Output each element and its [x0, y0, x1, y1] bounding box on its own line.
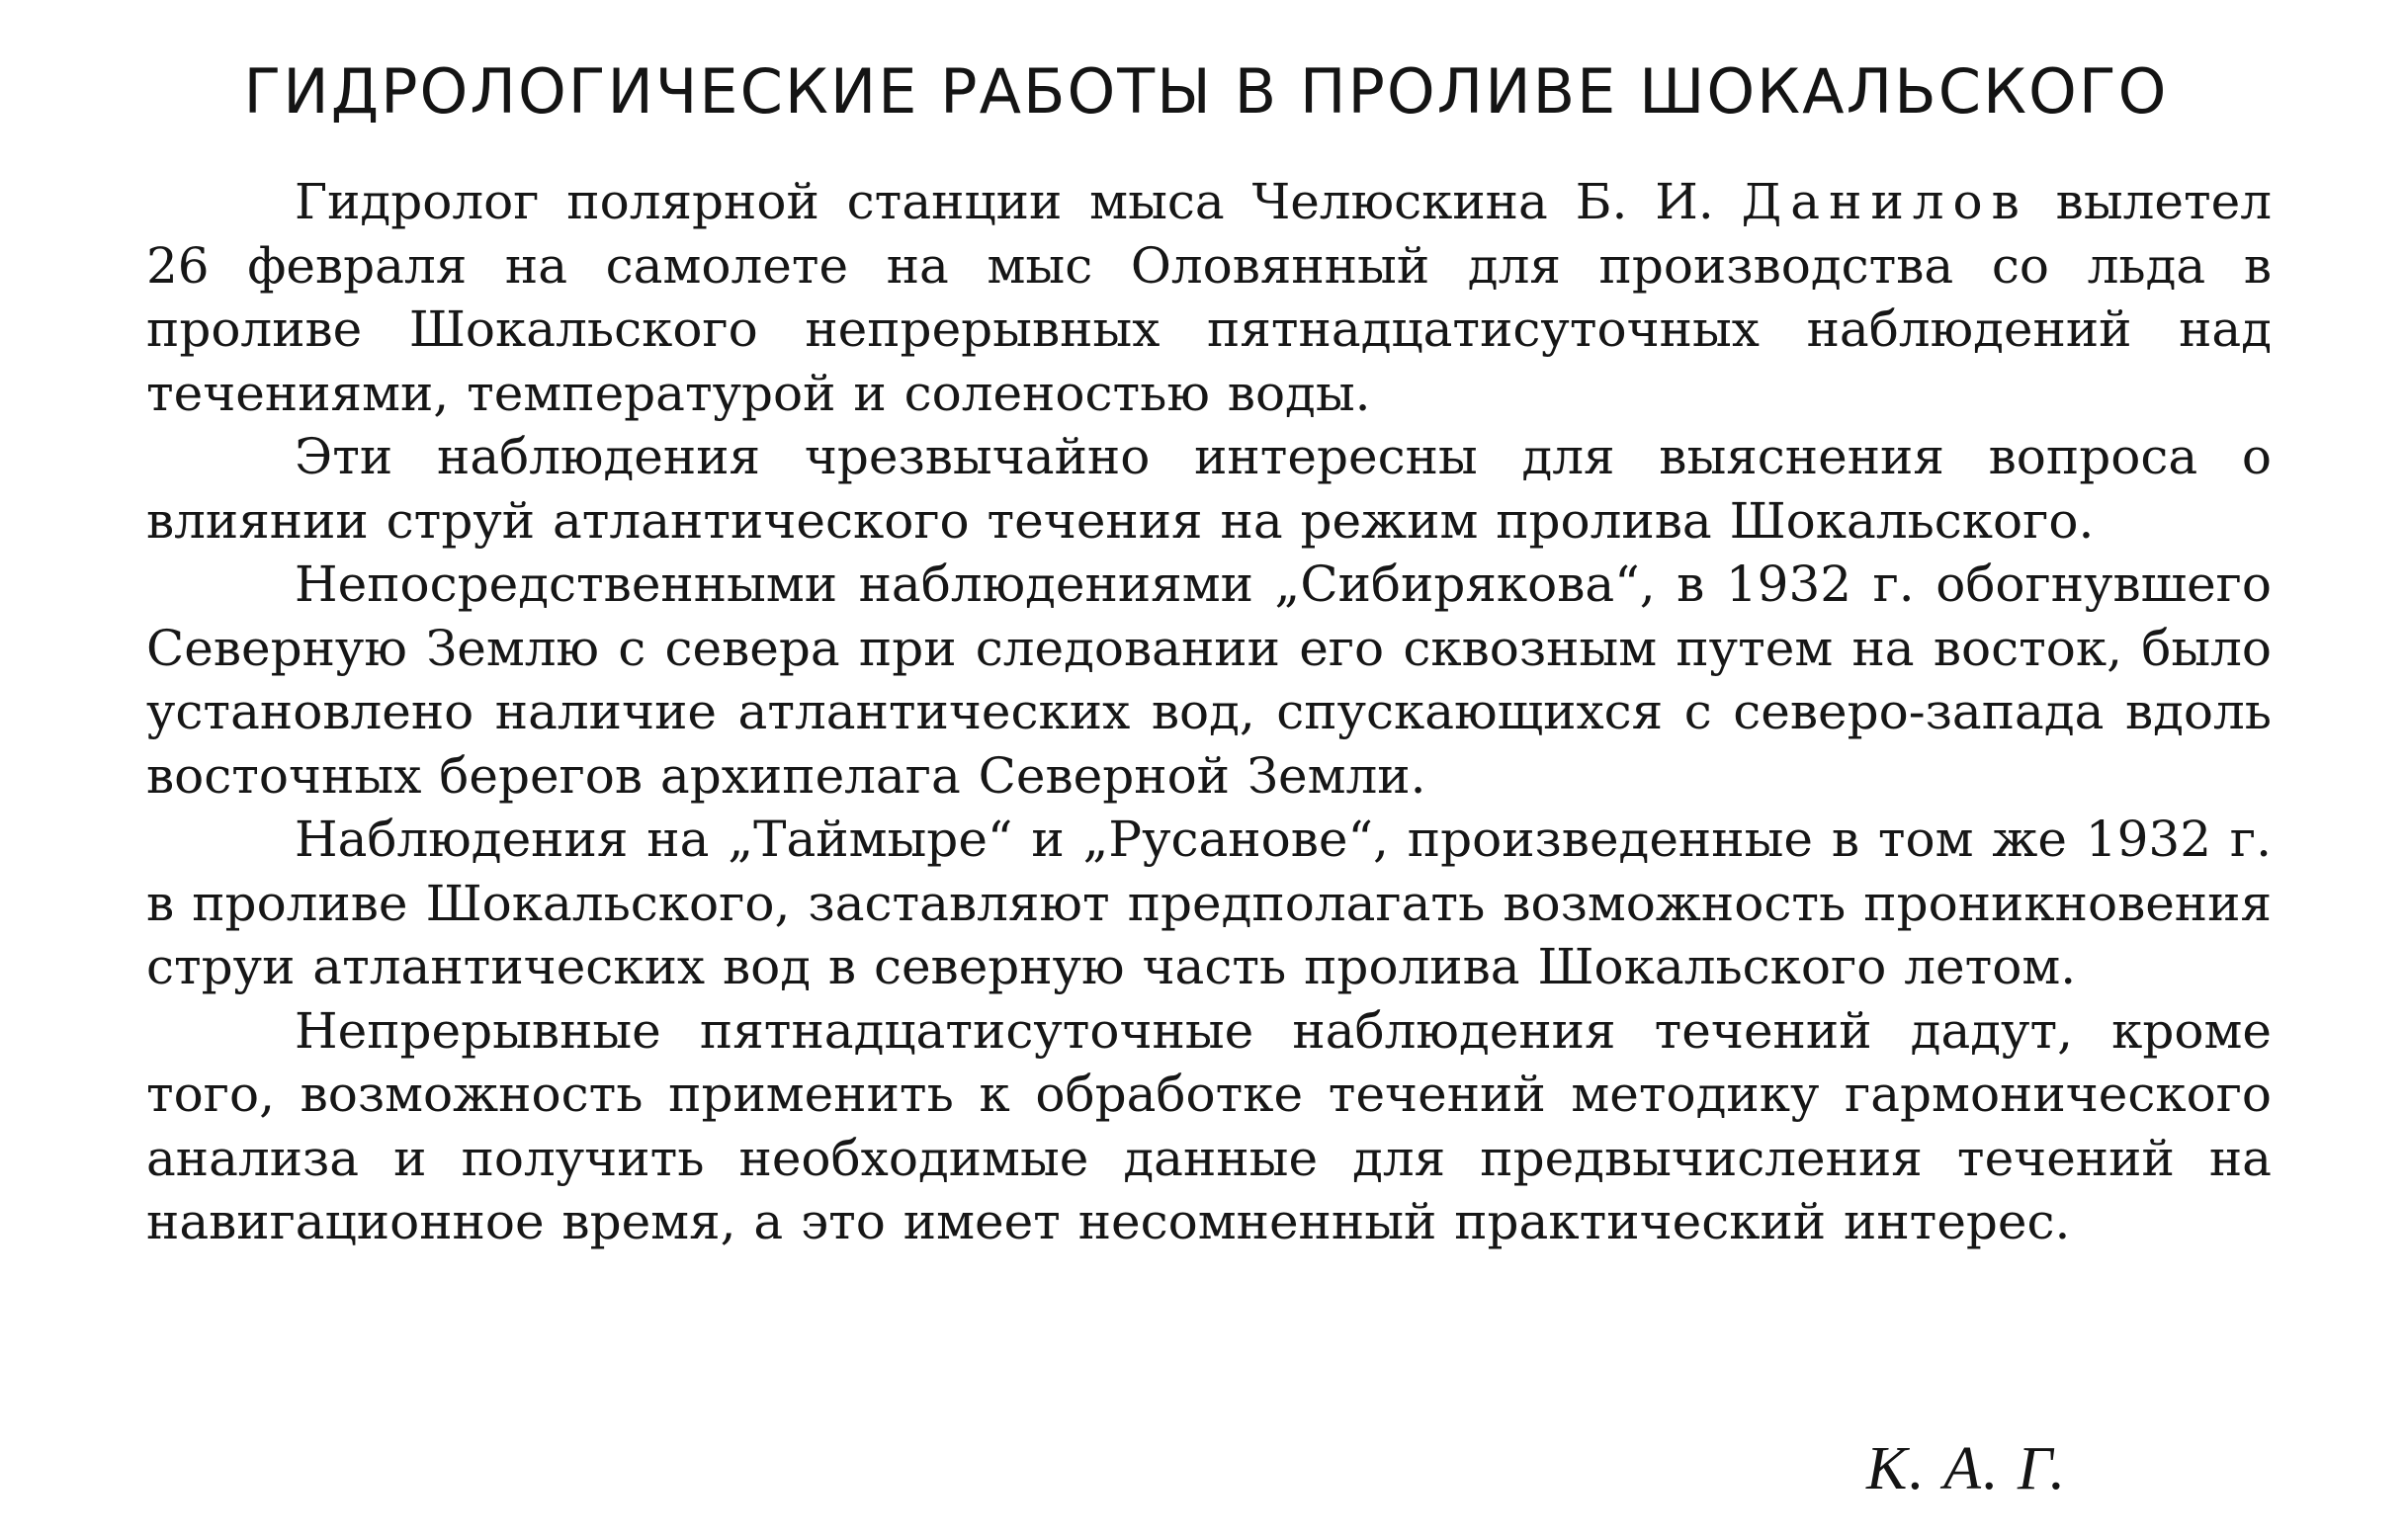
paragraph-1-rest: вылетел 26 февраля на самолете на мыс Оловянный для производства со льда в проливе Шокальского непрерывных пятнадцатисуточных наблюдений над течениями, температурой и соленостью воды. — [146, 173, 2272, 422]
paragraph-1-name: Данилов — [1741, 173, 2028, 230]
paragraph-5: Непрерывные пятнадцатисуточные наблюдения течений дадут, кроме того, возможность применить к обработке течений методику гармонического анализа и получить необходимые данные для предвычисления течений на навигационное время, а это имеет несомненный практический интерес. — [146, 1001, 2272, 1250]
paragraph-1 — [146, 170, 2272, 425]
article-body — [146, 170, 2272, 1254]
paragraph-1-lead: Гидролог полярной станции мыса Челюскина Б. И. — [295, 173, 1742, 230]
paragraph-4: Наблюдения на „Таймыре“ и „Русанове“, произведенные в том же 1932 г. в проливе Шокальского, заставляют предполагать возможность проникновения струи атлантических вод в северную часть пролива Шокальского летом. — [146, 811, 2272, 995]
paragraph-3: Непосредственными наблюдениями „Сибирякова“, в 1932 г. обогнувшего Северную Землю с севера при следовании его сквозным путем на восток, было установлено наличие атлантических вод, спускающихся с северо-запада вдоль восточных берегов архипелага Северной Земли. — [146, 556, 2272, 805]
author-signature: К. А. Г. — [1866, 1435, 2068, 1502]
paragraph-2: Эти наблюдения чрезвычайно интересны для выяснения вопроса о влиянии струй атлантического течения на режим пролива Шокальского. — [146, 428, 2272, 550]
article-title: ГИДРОЛОГИЧЕСКИЕ РАБОТЫ В ПРОЛИВЕ ШОКАЛЬСКОГО — [243, 55, 2169, 128]
